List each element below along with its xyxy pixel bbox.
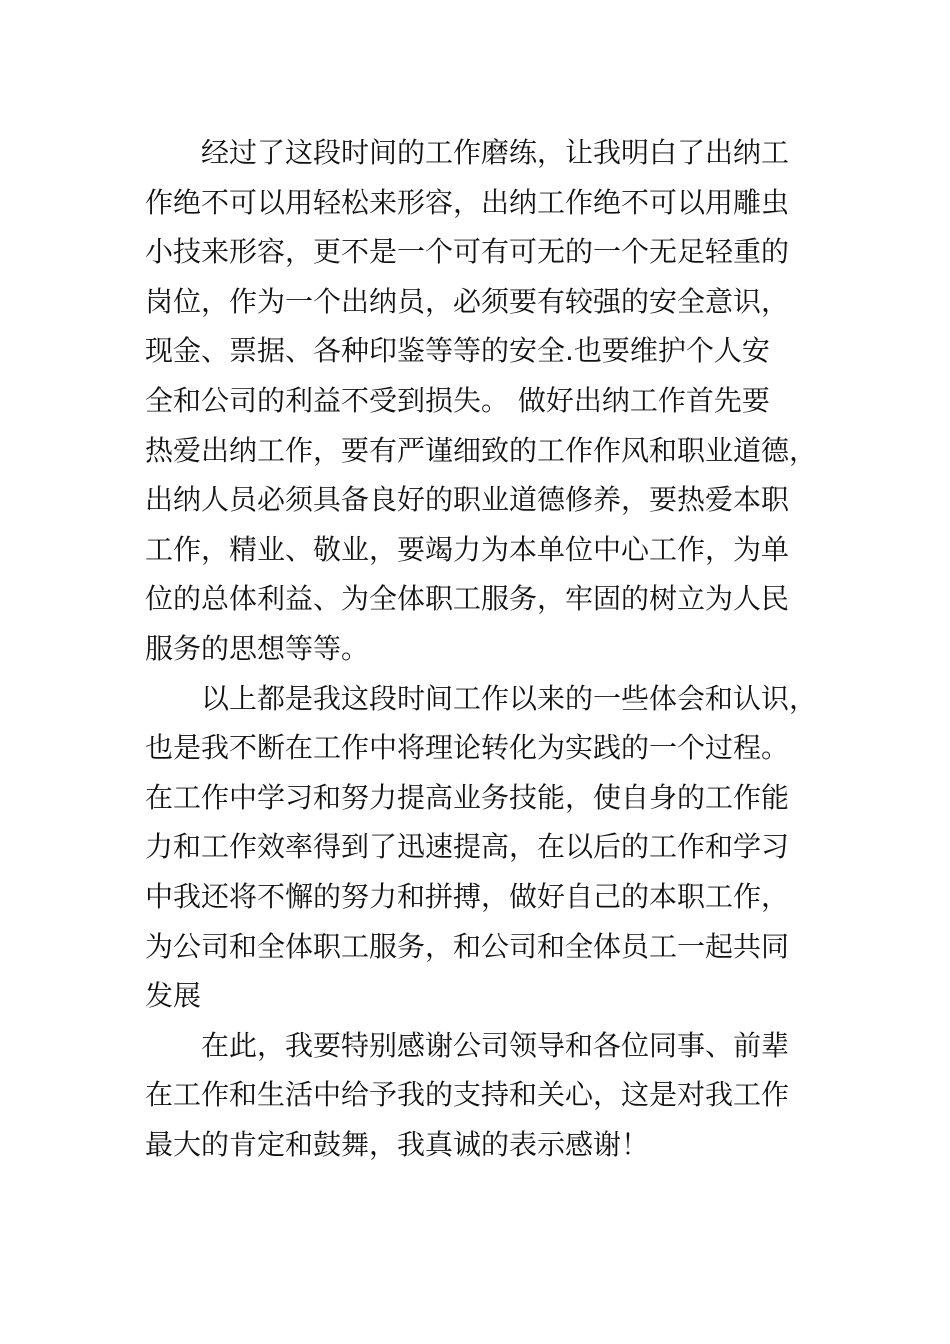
paragraph-2-line-2: 也是我不断在工作中将理论转化为实践的一个过程。 (145, 731, 790, 765)
paragraph-1-line-7: 热爱出纳工作，要有严谨细致的工作作风和职业道德， (145, 433, 818, 467)
paragraph-1-line-1: 经过了这段时间的工作磨练，让我明白了出纳工 (201, 136, 790, 169)
paragraph-2-line-1: 以上都是我这段时间工作以来的一些体会和认识， (201, 681, 818, 715)
paragraph-2-line-5: 中我还将不懈的努力和拼搏，做好自己的本职工作， (145, 879, 790, 913)
paragraph-2-line-7: 发展 (145, 979, 202, 1013)
paragraph-2-line-3: 在工作中学习和努力提高业务技能，使自身的工作能 (145, 780, 790, 814)
paragraph-1-line-4: 岗位，作为一个出纳员，必须要有较强的安全意识， (145, 284, 790, 318)
paragraph-2-line-4: 力和工作效率得到了迅速提高，在以后的工作和学习 (145, 830, 790, 864)
paragraph-1-line-2: 作绝不可以用轻松来形容，出纳工作绝不可以用雕虫 (145, 185, 790, 219)
paragraph-1-line-8: 出纳人员必须具备良好的职业道德修养，要热爱本职 (145, 483, 790, 517)
paragraph-1-line-6: 全和公司的利益不受到损失。 做好出纳工作首先要 (145, 383, 770, 417)
paragraph-1-line-3: 小技来形容，更不是一个可有可无的一个无足轻重的 (145, 235, 790, 269)
paragraph-3-line-3: 最大的肯定和鼓舞，我真诚的表示感谢！ (145, 1127, 650, 1161)
paragraph-3-line-2: 在工作和生活中给予我的支持和关心，这是对我工作 (145, 1078, 790, 1112)
document-body (145, 128, 818, 1169)
paragraph-1-line-11: 服务的思想等等。 (145, 631, 370, 665)
paragraph-1-line-10: 位的总体利益、为全体职工服务，牢固的树立为人民 (145, 582, 790, 616)
paragraph-1-line-5: 现金、票据、各种印鉴等等的安全.也要维护个人安 (145, 334, 770, 368)
paragraph-2-line-6: 为公司和全体职工服务，和公司和全体员工一起共同 (145, 929, 790, 963)
paragraph-3-line-1: 在此，我要特别感谢公司领导和各位同事、前辈 (201, 1028, 790, 1062)
paragraph-1-line-9: 工作，精业、敬业，要竭力为本单位中心工作，为单 (145, 532, 790, 566)
